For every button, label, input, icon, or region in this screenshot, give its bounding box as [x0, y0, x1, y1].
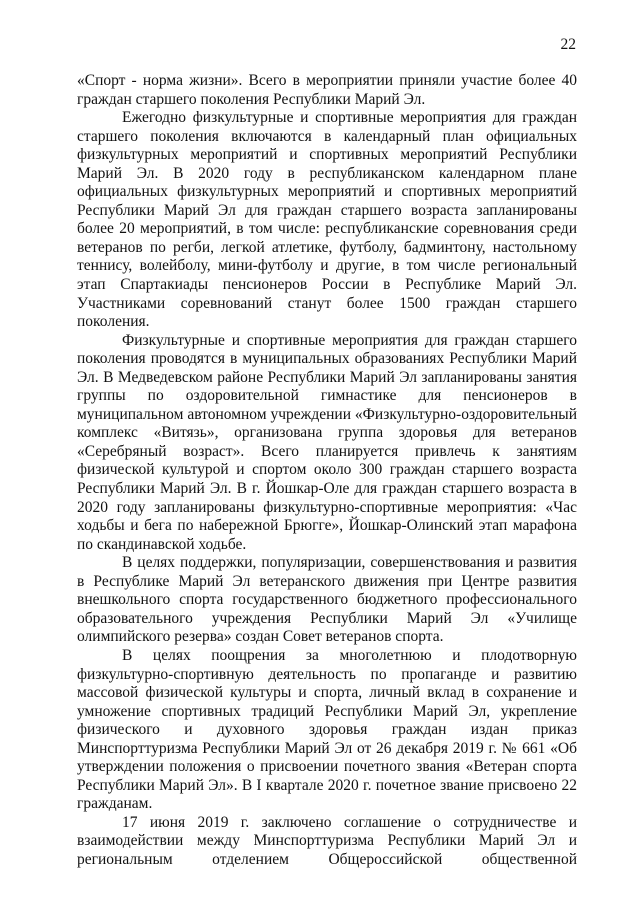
- page-number: 22: [560, 36, 576, 53]
- paragraph-veterans-council: В целях поддержки, популяризации, совершенствования и развития в Республике Марий Эл ветеранского движения при Центре развития внешкольного спорта государственного бюджетного профессионального образовательного учреждения Республики Марий Эл «Училище олимпийского резерва» создан Совет ветеранов спорта.: [77, 554, 577, 646]
- document-body: [77, 72, 577, 870]
- paragraph-calendar-plan: Ежегодно физкультурные и спортивные мероприятия для граждан старшего поколения включаются в календарный план официальных физкультурных мероприятий и спортивных мероприятий Республики Марий Эл. В 2020 году в республиканском календарном плане официальных физкультурных мероприятий и спортивных мероприятий Республики Марий Эл для граждан старшего возраста запланированы более 20 мероприятий, в том числе: республиканские соревнования среди ветеранов по регби, легкой атлетике, футболу, бадминтону, настольному теннису, волейболу, мини-футболу и другие, в том числе региональный этап Спартакиады пенсионеров России в Республике Марий Эл. Участниками соревнований станут более 1500 граждан старшего поколения.: [77, 109, 577, 331]
- paragraph-agreement: 17 июня 2019 г. заключено соглашение о сотрудничестве и взаимодействии между Минспорттуризма Республики Марий Эл и региональным отделением Общероссийской общественной: [77, 813, 577, 868]
- paragraph-continuation: «Спорт - норма жизни». Всего в мероприятии приняли участие более 40 граждан старшего поколения Республики Марий Эл.: [77, 72, 577, 108]
- paragraph-honorary-title: В целях поощрения за многолетнюю и плодотворную физкультурно-спортивную деятельность по пропаганде и развитию массовой физической культуры и спорта, личный вклад в сохранение и умножение спортивных традиций Республики Марий Эл, укрепление физического и духовного здоровья граждан издан приказ Минспорттуризма Республики Марий Эл от 26 декабря 2019 г. № 661 «Об утверждении положения о присвоении почетного звания «Ветеран спорта Республики Марий Эл». В I квартале 2020 г. почетное звание присвоено 22 гражданам.: [77, 646, 577, 813]
- paragraph-municipal-events: Физкультурные и спортивные мероприятия для граждан старшего поколения проводятся в муниципальных образованиях Республики Марий Эл. В Медведевском районе Республики Марий Эл запланированы занятия группы по оздоровительной гимнастике для пенсионеров в муниципальном автономном учреждении «Физкультурно-оздоровительный комплекс «Витязь», организована группа здоровья для ветеранов «Серебряный возраст». Всего планируется привлечь к занятиям физической культурой и спортом около 300 граждан старшего возраста Республики Марий Эл. В г. Йошкар-Оле для граждан старшего возраста в 2020 году запланированы физкультурно-спортивные мероприятия: «Час ходьбы и бега по набережной Брюгге», Йошкар-Олинский этап марафона по скандинавской ходьбе.: [77, 331, 577, 553]
